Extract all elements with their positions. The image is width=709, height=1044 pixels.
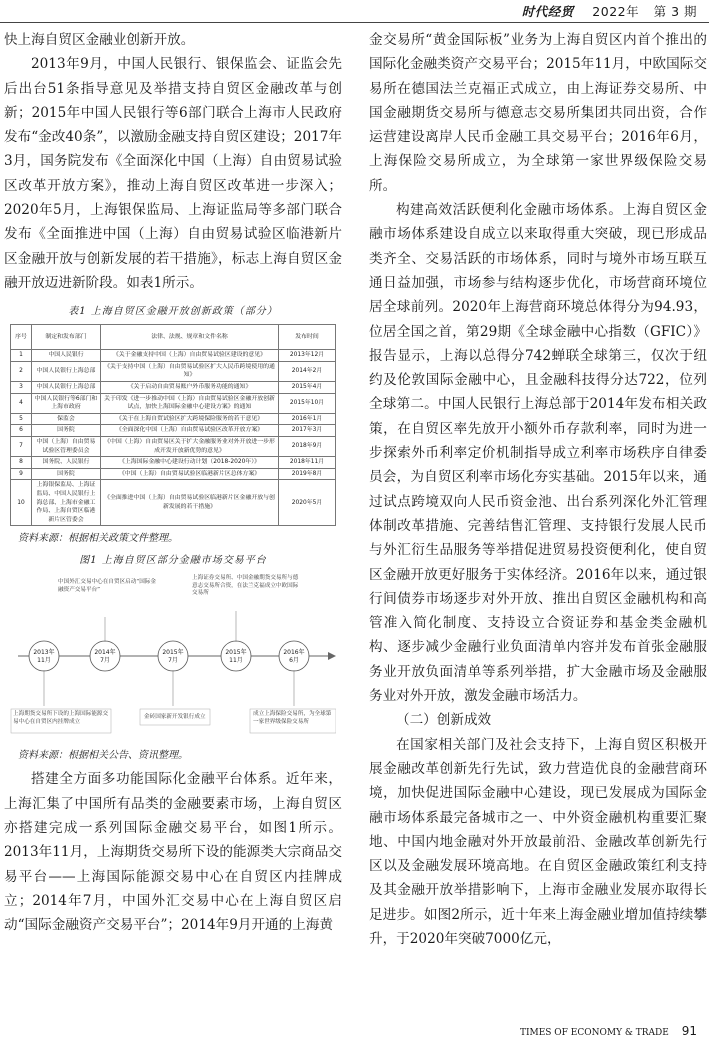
timeline-arrow (328, 652, 336, 660)
table-cell: 2 (11, 361, 32, 381)
table-cell: 《中国（上海）自由贸易试验区临港新片区总体方案》 (101, 468, 279, 480)
issue-year: 2022年 (592, 4, 640, 19)
timeline-date: 2013年 11月 (33, 649, 55, 664)
table-row (11, 457, 336, 469)
table-cell: 7 (11, 437, 32, 457)
table-cell: 2016年1月 (279, 413, 336, 425)
timeline-figure (10, 573, 336, 743)
table-cell: 2018年11月 (279, 457, 336, 469)
table-cell: 《全面深化中国（上海）自由贸易试验区改革开放方案》 (101, 425, 279, 437)
table-cell: 《关于金融支持中国（上海）自由贸易试验区建设的意见》 (101, 350, 279, 362)
table-header-row (11, 325, 336, 350)
left-paragraph-2: 2013年9月，中国人民银行、银保监会、证监会先后出台51条指导意见及举措支持自贸区金融改革与创新；2015年中国人民银行等6部门联合上海市人民政府发布“金改40条”，以激励金融支持自贸区建设；2017年3月，国务院发布《全面深化中国（上海）自由贸易试验区改革开放方案》，推动上海自贸区改革进一步深入；2020年5月，上海银保监局、上海证监局等多部门联合发布《全面推进中国（上海）自由贸易试验区临港新片区金融开放与创新发展的若干措施》，标志上海自贸区金融开放迈进新阶段。如表1所示。 (4, 56, 342, 291)
figure-note-bottom: 上海期货交易所下设的上海国际能源交易中心在自贸区内挂牌成立 (13, 711, 109, 725)
table-cell: 2019年8月 (279, 468, 336, 480)
table-cell: 《关于启动自由贸易账户外币服务功能的通知》 (101, 382, 279, 394)
table-cell: 3 (11, 382, 32, 394)
figure-caption: 图1 上海自贸区部分金融市场交易平台 (79, 555, 267, 567)
table-cell: 国务院 (32, 425, 101, 437)
table-row (11, 382, 336, 394)
table-cell: 中国人民银行 (32, 350, 101, 362)
figure-note-bottom: 成立上海保险交易所，为全球第一家世界级保险交易所 (253, 711, 332, 725)
section-subheading: （二）创新成效 (396, 712, 492, 729)
figure-note-top: 中国外汇交易中心在自贸区启动“国际金融资产交易平台” (58, 579, 156, 593)
magazine-name: 时代经贸 (521, 4, 574, 19)
table-cell: 保监会 (32, 413, 101, 425)
table-header-cell: 法律、法规、规章和文件名称 (101, 325, 279, 350)
table-cell: 2017年3月 (279, 425, 336, 437)
left-column (4, 28, 342, 937)
table-cell: 国务院、人民银行 (32, 457, 101, 469)
table-row (11, 361, 336, 381)
table-cell: 中国人民银行上海总部 (32, 361, 101, 381)
table-source: 资料来源：根据相关政策文件整理。 (18, 533, 178, 545)
page-footer (520, 1024, 697, 1038)
table-cell: 关于印发《进一步推动中国（上海）自由贸易试验区金融开放创新试点，加快上海国际金融中心建设方案》的通知 (101, 393, 279, 413)
journal-name: TIMES OF ECONOMY & TRADE (519, 1028, 669, 1038)
policy-table (10, 324, 336, 526)
left-paragraph-1: 快上海自贸区金融业创新开放。 (4, 32, 195, 48)
table-cell: 5 (11, 413, 32, 425)
table-row (11, 468, 336, 480)
table-header-cell: 序号 (11, 325, 32, 350)
table-cell: 上海银保监局、上海证监局、中国人民银行上海总部、上海市金融工作局、上海自贸区临港新片区管委会 (32, 480, 101, 526)
timeline-date: 2015年 7月 (162, 649, 184, 664)
table-header-cell: 制定和发布部门 (32, 325, 101, 350)
table-cell: 《全面推进中国（上海）自由贸易试验区临港新片区金融开放与创新发展的若干措施》 (101, 480, 279, 526)
timeline-date: 2015年 11月 (225, 649, 247, 664)
table-row (11, 437, 336, 457)
table-cell: 国务院 (32, 468, 101, 480)
table-row (11, 393, 336, 413)
table-cell: 2020年5月 (279, 480, 336, 526)
issue-number: 第 3 期 (653, 4, 697, 19)
timeline-date: 2014年 7月 (94, 649, 116, 664)
table-cell: 中国（上海）自由贸易试验区管理委员会 (32, 437, 101, 457)
figure-source: 资料来源：根据相关公告、资讯整理。 (18, 750, 188, 762)
left-paragraph-3: 搭建全方面多功能国际化金融平台体系。近年来，上海汇集了中国所有品类的金融要素市场，上海自贸区亦搭建完成一系列国际金融交易平台，如图1所示。2013年11月，上海期货交易所下设的能源类大宗商品交易平台——上海国际能源交易中心在自贸区内挂牌成立；2014年7月，中国外汇交易中心在上海自贸区启动“国际金融资产交易平台”；2014年9月开通的上海黄 (4, 771, 342, 934)
table-cell: 2013年12月 (279, 350, 336, 362)
table-cell: 2018年9月 (279, 437, 336, 457)
page-number: 91 (681, 1024, 697, 1038)
table-header-cell: 发布时间 (279, 325, 336, 350)
table-cell: 4 (11, 393, 32, 413)
right-paragraph-1: 金交易所“黄金国际板”业务为上海自贸区内首个推出的国际化金融类资产交易平台；2015年11月，中欧国际交易所在德国法兰克福正式成立，由上海证券交易所、中国金融期货交易所与德意志交易所集团共同出资，合作运营建设离岸人民币金融工具交易平台；2016年6月，上海保险交易所成立，为全球第一家世界级保险交易所。 (369, 32, 707, 194)
table-cell: 9 (11, 468, 32, 480)
timeline-date: 2016年 6月 (283, 649, 305, 664)
table-cell: 《关于支持中国（上海）自由贸易试验区扩大人民币跨境使用的通知》 (101, 361, 279, 381)
figure-note-top: 上海证券交易所、中国金融期货交易所与德意志交易所合资，在法兰克福成立中欧国际交易所 (192, 575, 299, 597)
table-row (11, 425, 336, 437)
right-column (369, 28, 707, 951)
right-paragraph-2: 构建高效活跃便利化金融市场体系。上海自贸区金融市场体系建设自成立以来取得重大突破，现已形成品类齐全、交易活跃的市场体系，同时与境外市场互联互通日益加强，市场参与结构逐步优化，市场营商环境位居全球前列。2020年上海营商环境总体得分为94.93，位居全国之首，第29期《全球金融中心指数（GFIC）》报告显示，上海以总得分742蝉联全球第三，仅次于纽约及伦敦国际金融中心，且金融科技得分达722，位列全球第二。中国人民银行上海总部于2014年发布相关政策，在自贸区率先放开小额外币存款利率，同时为进一步探索外币利率定价机制指导成立利率市场秩序自律委员会，为自贸区利率市场化夯实基础。2015年以来，通过试点跨境双向人民币资金池、出台系列深化外汇管理体制改革措施、完善结售汇管理、支持银行发展人民币与外汇衍生品服务等举措促进贸易投资便利化，使自贸区金融开放更好服务于实体经济。2016年以来，通过银行间债券市场逐步对外开放、推出自贸区金融机构和高管准入简化制度、支持设立合资证券和基金类金融机构、逐步减少金融行业负面清单内容并发布首张金融服务业开放负面清单等系列举措，扩大金融市场及金融服务业对外开放，激发金融市场活力。 (369, 202, 707, 705)
table-cell: 10 (11, 480, 32, 526)
table-row (11, 413, 336, 425)
table-cell: 《上海国际金融中心建设行动计划（2018-2020年）》 (101, 457, 279, 469)
figure-note-bottom: 金砖国家新开发银行成立 (144, 714, 206, 721)
header-rule (0, 22, 709, 23)
header-text (522, 2, 697, 20)
page-header (0, 0, 709, 22)
table-row (11, 350, 336, 362)
table-cell: 6 (11, 425, 32, 437)
table-cell: 2014年2月 (279, 361, 336, 381)
right-paragraph-3: 在国家相关部门及社会支持下，上海自贸区积极开展金融改革创新先行先试，致力营造优良的金融营商环境，加快促进国际金融中心建设，现已发展成为国际金融市场体系最完备城市之一、中外资金融机构重要汇聚地、中国内地金融对外开放最前沿、金融改革创新先行区以及金融发展环境高地。在自贸区金融政策红利支持及其金融开放举措影响下，上海市金融业发展亦取得长足进步。如图2所示，近十年来上海金融业增加值持续攀升，于2020年突破7000亿元， (369, 736, 707, 947)
table-cell: 中国人民银行等6部门和上海市政府 (32, 393, 101, 413)
table-cell: 《关于在上海自贸试验区扩大跨境保险服务的若干意见》 (101, 413, 279, 425)
table-cell: 中国人民银行上海总部 (32, 382, 101, 394)
table-cell: 1 (11, 350, 32, 362)
table-cell: 8 (11, 457, 32, 469)
table-cell: 《中国（上海）自由贸易区关于扩大金融服务业对外开放进一步形成开发开放新优势的意见》 (101, 437, 279, 457)
table-row (11, 480, 336, 526)
table-caption: 表1 上海自贸区金融开放创新政策（部分） (68, 306, 278, 318)
table-cell: 2015年4月 (279, 382, 336, 394)
table-cell: 2015年10月 (279, 393, 336, 413)
